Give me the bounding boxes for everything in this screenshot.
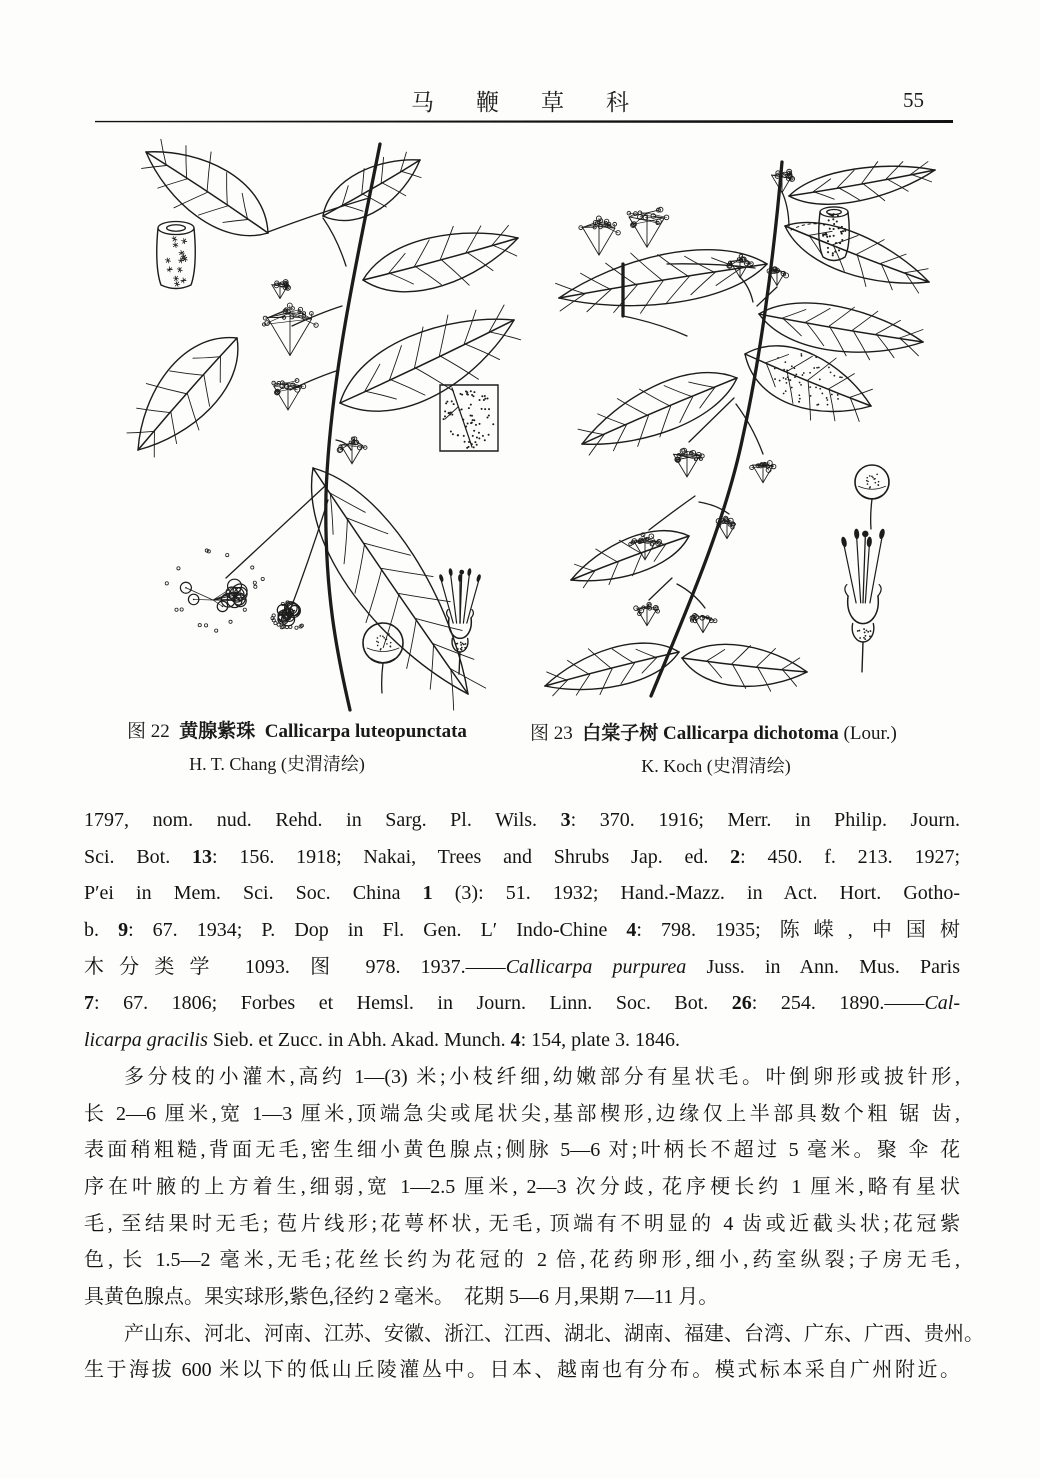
figure-23-caption-credit: K. Koch (史渭清绘) [641,756,791,776]
text-segment: Cal- [924,992,960,1015]
body-text-line [84,1352,960,1389]
text-segment: 图 22 [127,721,180,742]
text-segment: : 450. f. 213. 1927; [740,845,960,868]
text-segment: Juss. in Ann. Mus. Paris [686,955,960,978]
body-text-line [84,1169,960,1206]
body-text-line [84,1059,960,1096]
text-segment: : 156. 1918; Nakai, Trees and Shrubs Jap. ed. [212,845,731,868]
text-segment: Sci. Bot. [84,845,192,868]
text-segment: : 370. 1916; Merr. in Philip. Journ. [570,809,960,831]
text-segment: P′ei in Mem. Sci. Soc. China [84,882,423,905]
text-segment: 图 23 [530,723,583,744]
body-text-line [84,985,960,1022]
text-segment: 长 2—6 厘米,宽 1—3 厘米,顶端急尖或尾状尖,基部楔形,边缘仅上半部具数个粗 锯 齿, [84,1102,960,1125]
figure-22-caption-credit: H. T. Chang (史渭清绘) [189,754,365,774]
text-segment: (3): 51. 1932; Hand.-Mazz. in Act. Hort. Gotho- [432,882,960,905]
text-segment: 3 [560,809,571,831]
text-segment: 2 [730,845,741,868]
text-segment: 4 [626,919,637,942]
text-segment: 生于海拔 600 米以下的低山丘陵灌丛中。日本、越南也有分布。模式标本采自广州附近。 [84,1359,960,1382]
body-text-line [84,912,960,949]
text-segment: 4 [510,1029,521,1052]
body-text [84,802,984,1389]
body-text-line [84,1022,960,1059]
text-segment: 1797, nom. nud. Rehd. in Sarg. Pl. Wils. [84,809,561,831]
text-segment: Callicarpa purpurea [505,955,687,978]
text-segment: 多分枝的小灌木,高约 1—(3) 米;小枝纤细,幼嫩部分有星状毛。叶倒卵形或披针形, [124,1065,960,1088]
text-segment: : 67. 1806; Forbes et Hemsl. in Journ. Linn. Soc. Bot. [94,992,732,1015]
figure-23-caption [530,718,944,778]
body-text-line [84,839,960,876]
figure-22-caption-title [127,716,531,743]
text-segment: b. [84,919,119,942]
text-segment: 黄腺紫珠 [179,721,265,742]
text-segment: 色, 长 1.5—2 毫米,无毛;花丝长约为花冠的 2 倍,花药卵形,细小,药室纵裂;子房无毛, [84,1249,960,1272]
page-number: 55 [903,88,924,112]
body-text-line [84,875,960,912]
text-segment: 1 [422,882,433,905]
text-segment: 产山东、河北、河南、江苏、安徽、浙江、江西、湖北、湖南、福建、台湾、广东、广西、贵州。 [124,1322,984,1345]
text-segment: 白棠子树 [582,723,664,744]
text-segment: Sieb. et Zucc. in Abh. Akad. Munch. [207,1029,511,1052]
text-segment: 13 [192,845,212,868]
figure-22-caption [127,716,531,776]
text-segment: Callicarpa dichotoma [663,723,839,744]
text-segment: (Lour.) [838,723,897,744]
text-segment: : 798. 1935; 陈嵘, 中国树 [636,919,960,942]
body-text-line [84,1096,960,1133]
figure-23-illustration [527,146,942,716]
body-text-line [84,1132,960,1169]
text-segment: : 254. 1890.—— [751,992,925,1015]
text-segment: : 154, plate 3. 1846. [520,1029,681,1052]
text-segment: 9 [118,919,129,942]
header-rule [95,120,953,123]
body-text-line [84,1206,960,1243]
figure-22-illustration [118,138,523,713]
text-segment: 表面稍粗糙,背面无毛,密生细小黄色腺点;侧脉 5—6 对;叶柄长不超过 5 毫米。聚 伞 花 [84,1139,960,1162]
text-segment: Callicarpa luteopunctata [264,721,467,742]
text-segment: 序在叶腋的上方着生,细弱,宽 1—2.5 厘米, 2—3 次分歧, 花序梗长约 1 厘米,略有星状 [84,1175,960,1198]
text-segment: 具黄色腺点。果实球形,紫色,径约 2 毫米。 花期 5—6 月,果期 7—11 月。 [84,1285,719,1308]
text-segment: 26 [731,992,752,1015]
body-text-line [84,1316,984,1353]
text-segment: 木分类学 1093. 图 978. 1937.—— [84,955,506,978]
body-text-line [84,949,960,986]
figure-23-caption-title [530,718,944,745]
text-segment: 毛, 至结果时无毛; 苞片线形;花萼杯状, 无毛, 顶端有不明显的 4 齿或近截头状;花冠紫 [84,1212,960,1235]
body-text-line [84,1279,960,1316]
body-text-line [84,1242,960,1279]
body-text-line [84,802,960,839]
text-segment: 7 [84,992,94,1015]
text-segment: licarpa gracilis [84,1029,208,1052]
text-segment: : 67. 1934; P. Dop in Fl. Gen. L′ Indo-Chine [128,919,627,942]
page-header-title: 马鞭草科 [411,90,671,115]
